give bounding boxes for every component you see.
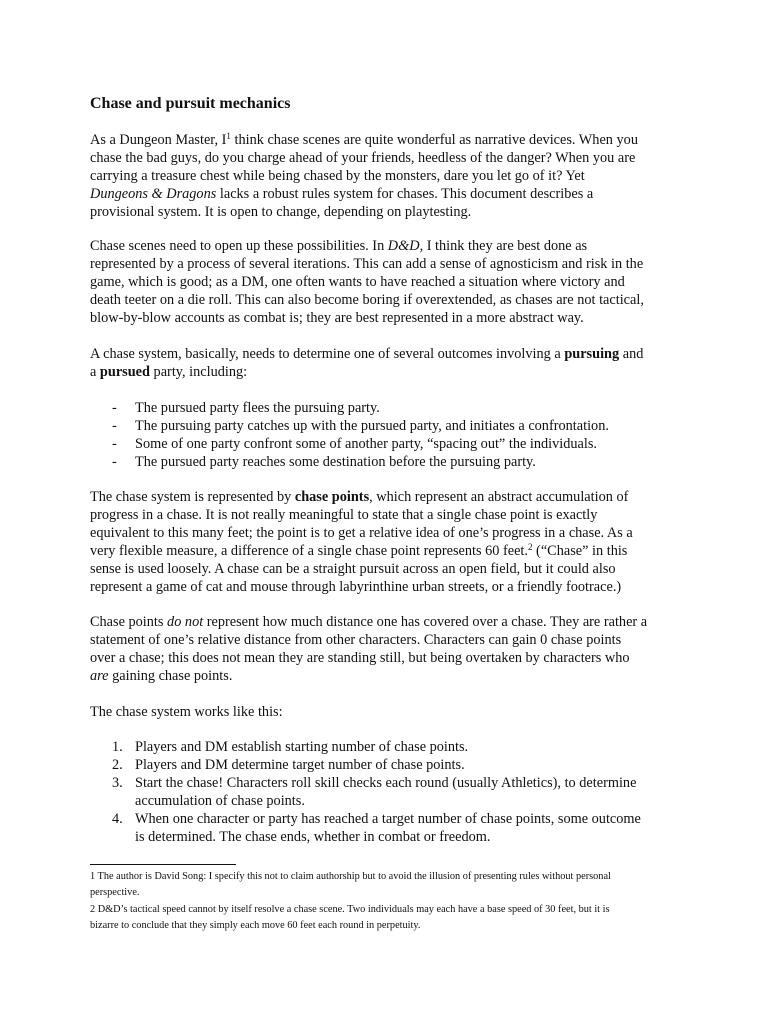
text-line: Chase scenes need to open up these possibilities. In D&D, I think they are best done as <box>90 238 588 254</box>
list-bullet: - <box>112 454 117 470</box>
steps-list <box>90 738 641 846</box>
footnote-1: 1 The author is David Song: I specify this not to claim authorship but to avoid the illusion of presenting rules without personal perspective. <box>90 871 611 898</box>
footnote-2: 2 D&D’s tactical speed cannot by itself resolve a chase scene. Two individuals may each have a base speed of 30 feet, but it is bizarre to conclude that they simply each move 60 feet each round in perpetuity. <box>90 904 610 931</box>
text-line: equivalent to this many feet; the point is to get a relative idea of one’s progress in a chase. As a <box>90 525 633 541</box>
text-line: sense is used loosely. A chase can be a straight pursuit across an open field, but it could also <box>90 561 616 577</box>
list-number: 1. <box>112 739 123 755</box>
list-item: 3. Start the chase! Characters roll skill checks each round (usually Athletics), to determine accumulation of chase points. <box>112 775 637 809</box>
paragraph-chase-points <box>90 488 633 596</box>
paragraph-chase-scenes <box>90 237 644 327</box>
paragraph-steps-intro <box>90 703 283 721</box>
text-line: statement of one’s relative distance from other characters. Characters can gain 0 chase points <box>90 632 622 648</box>
list-item: - Some of one party confront some of another party, “spacing out” the individuals. <box>112 436 598 452</box>
list-number: 4. <box>112 811 123 827</box>
text-line: A chase system, basically, needs to determine one of several outcomes involving a pursuing and <box>90 346 644 362</box>
list-number: 2. <box>112 757 123 773</box>
footnote-ref-2: 2 <box>527 542 533 552</box>
paragraph-relative-distance <box>90 613 647 685</box>
text-line: are gaining chase points. <box>90 668 233 684</box>
bold-term: pursuing <box>564 346 620 362</box>
list-item: 4. When one character or party has reached a target number of chase points, some outcome is determined. The chase ends, whether in combat or freedom. <box>112 811 641 845</box>
footnote-ref-1: 1 <box>226 131 231 141</box>
text-line: blow-by-blow accounts as combat is; they are best represented in a more abstract way. <box>90 310 584 326</box>
bold-term: chase points <box>294 489 370 505</box>
list-item: - The pursued party reaches some destination before the pursuing party. <box>112 454 536 470</box>
text-line: a pursued party, including: <box>90 364 248 380</box>
list-item: - The pursued party flees the pursuing party. <box>112 400 380 416</box>
text-line: very flexible measure, a difference of a single chase point represents 60 feet.$^2$ (“Chase” in this <box>90 542 628 559</box>
text-line: game, which is good; as a DM, one often wants to have reached a situation where victory and <box>90 274 625 290</box>
text-line: over a chase; this does not mean they are standing still, but being overtaken by characters who <box>90 650 630 666</box>
italic-term: D&D <box>387 238 420 254</box>
list-number: 3. <box>112 775 123 791</box>
list-bullet: - <box>112 436 117 452</box>
italic-term: are <box>90 668 109 684</box>
text-line: provisional system. It is open to change, depending on playtesting. <box>90 204 472 220</box>
footnote-divider <box>90 864 236 865</box>
text-line: progress in a chase. It is not really meaningful to state that a single chase point is exactly <box>90 507 598 523</box>
text-line: carrying a treasure chest while being chased by the monsters, dare you let go of it? Yet <box>90 168 585 184</box>
list-item: 2. Players and DM determine target number of chase points. <box>112 757 465 773</box>
text-line: death teeter on a die roll. This can also become boring if overextended, as chases are not tactical, <box>90 292 644 308</box>
italic-title: Dungeons & Dragons <box>90 186 217 202</box>
list-item: 1. Players and DM establish starting number of chase points. <box>112 739 469 755</box>
text-line: The chase system is represented by chase points, which represent an abstract accumulation of <box>90 489 629 505</box>
list-item: - The pursuing party catches up with the pursued party, and initiates a confrontation. <box>112 418 609 434</box>
list-bullet: - <box>112 418 117 434</box>
page-title: Chase and pursuit mechanics <box>90 95 291 112</box>
text-line: Dungeons & Dragons lacks a robust rules system for chases. This document describes a <box>90 186 594 202</box>
text-line: represent a game of cat and mouse through labyrinthine urban streets, or a friendly footrace.) <box>90 579 622 595</box>
list-bullet: - <box>112 400 117 416</box>
text-line: As a Dungeon Master, $I^1$ think chase scenes are quite wonderful as narrative devices. When you <box>90 131 638 148</box>
paragraph-intro <box>90 131 638 221</box>
text-line: Chase points do not represent how much distance one has covered over a chase. They are rather a <box>90 614 648 630</box>
text-line: represented by a process of several iterations. This can add a sense of agnosticism and risk in the <box>90 256 644 272</box>
outcome-list <box>90 399 609 471</box>
text-line: chase the bad guys, do you charge ahead of your friends, heedless of the danger? When you are <box>90 150 636 166</box>
italic-term: do not <box>167 614 204 630</box>
paragraph-outcomes-intro <box>90 345 643 381</box>
bold-term: pursued <box>99 364 150 380</box>
text-line: The chase system works like this: <box>90 704 283 720</box>
